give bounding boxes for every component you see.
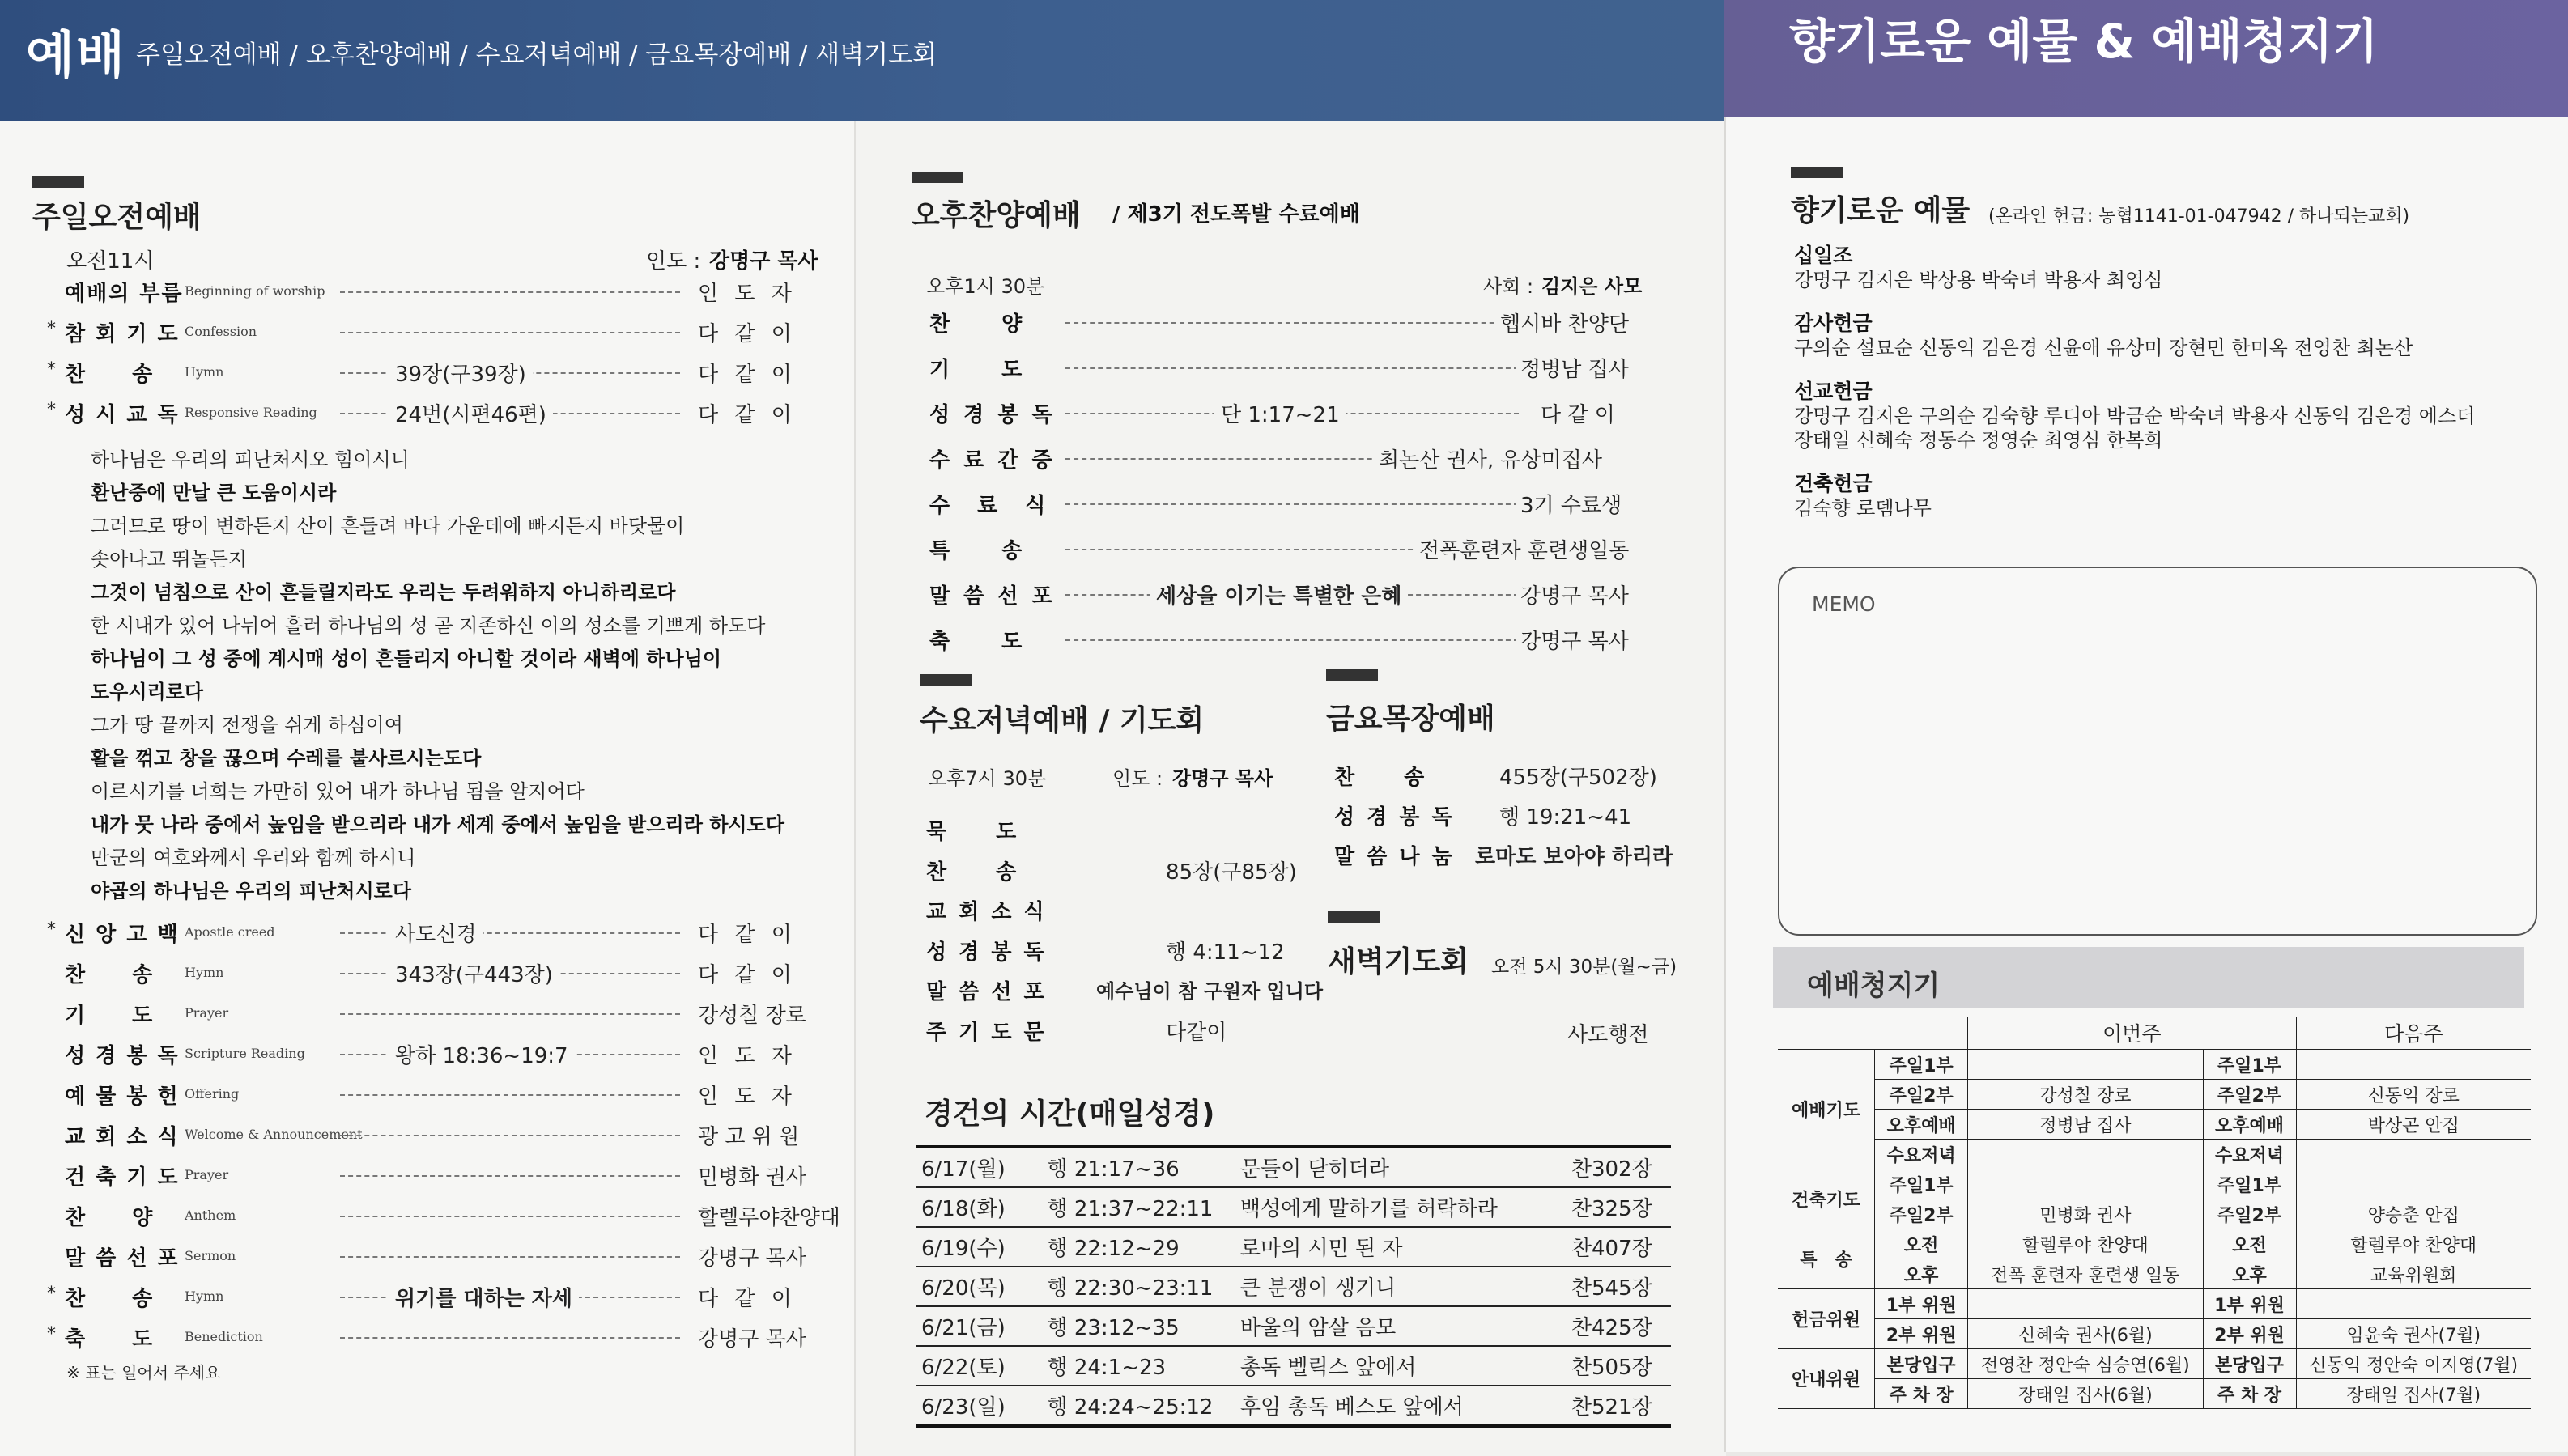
devotion-hymn: 찬521장 <box>1567 1386 1671 1426</box>
stewards-row <box>1778 1140 2531 1169</box>
steward-this-week: 전폭 훈련자 훈련생 일동 <box>1968 1259 2203 1289</box>
stewards-row <box>1778 1110 2531 1140</box>
steward-next-week: 교육위원회 <box>2296 1259 2531 1289</box>
order-item-label: 성 경 봉 독 <box>65 1044 180 1068</box>
order-item-english: Beginning of worship <box>185 283 325 299</box>
steward-slot-this-week: 주일1부 <box>1875 1050 1968 1080</box>
devotion-title: 백성에게 말하기를 허락하라 <box>1235 1187 1567 1227</box>
steward-slot-this-week: 오후 <box>1875 1259 1968 1289</box>
afternoon-item-leader: 강명구 목사 <box>1516 579 1629 609</box>
stewards-header-row <box>1778 1017 2531 1050</box>
steward-slot-next-week: 본당입구 <box>2203 1349 2296 1379</box>
stewards-table <box>1778 1017 2531 1409</box>
wednesday-leader-label: 인도 : <box>1112 767 1163 790</box>
steward-next-week <box>2296 1169 2531 1199</box>
dawn-title: 새벽기도회 <box>1328 945 1469 978</box>
dawn-time: 오전 5시 30분(월~금) <box>1491 957 1677 978</box>
wednesday-item-value: 다같이 <box>1166 1020 1227 1045</box>
steward-this-week <box>1968 1169 2203 1199</box>
dotted-leader <box>340 1337 680 1339</box>
devotion-ref: 행 24:1~23 <box>1042 1346 1235 1386</box>
wednesday-item-label: 주 기 도 문 <box>926 1020 1047 1045</box>
steward-slot-next-week: 주 차 장 <box>2203 1379 2296 1409</box>
responsive-reading-line: 만군의 여호와께서 우리와 함께 하시니 <box>91 847 416 869</box>
devotion-ref: 행 21:17~36 <box>1042 1147 1235 1187</box>
steward-next-week: 신동익 정안숙 이지영(7월) <box>2296 1349 2531 1379</box>
devotion-title: 문들이 닫히더라 <box>1235 1147 1567 1187</box>
section-marker <box>920 674 972 686</box>
steward-next-week: 할렐루야 찬양대 <box>2296 1229 2531 1259</box>
wednesday-leader: 강명구 목사 <box>1172 767 1273 790</box>
order-item-leader: 인 도 자 <box>698 1044 797 1068</box>
wednesday-title: 수요저녁예배 / 기도회 <box>920 704 1205 737</box>
devotion-row <box>916 1187 1671 1227</box>
devotion-ref: 행 22:30~23:11 <box>1042 1267 1235 1306</box>
memo-box[interactable] <box>1778 567 2537 936</box>
afternoon-item-leader: 정병남 집사 <box>1516 353 1629 383</box>
dotted-leader <box>340 332 680 333</box>
steward-slot-this-week: 1부 위원 <box>1875 1289 1968 1319</box>
steward-slot-next-week: 오후예배 <box>2203 1110 2296 1140</box>
order-item-leader: 다 같 이 <box>698 403 797 427</box>
devotion-row <box>916 1227 1671 1267</box>
steward-slot-this-week: 주일1부 <box>1875 1169 1968 1199</box>
steward-this-week: 할렐루야 찬양대 <box>1968 1229 2203 1259</box>
order-item-english: Responsive Reading <box>185 405 317 420</box>
offering-group-name: 선교헌금 <box>1794 380 1873 403</box>
steward-this-week: 장태일 집사(6월) <box>1968 1379 2203 1409</box>
worship-header-subtitle: 주일오전예배 / 오후찬양예배 / 수요저녁예배 / 금요목장예배 / 새벽기도회 <box>136 40 937 70</box>
responsive-reading-line: 야곱의 하나님은 우리의 피난처시로다 <box>91 880 412 902</box>
devotion-ref: 행 23:12~35 <box>1042 1306 1235 1346</box>
responsive-reading-line: 하나님은 우리의 피난처시오 힘이시니 <box>91 448 410 471</box>
afternoon-item-leader: 강명구 목사 <box>1516 625 1629 655</box>
steward-slot-this-week: 오전 <box>1875 1229 1968 1259</box>
friday-item-value: 로마도 보아야 하리라 <box>1475 845 1673 869</box>
afternoon-item-label: 수 료 식 <box>929 494 1049 518</box>
order-item-english: Hymn <box>185 965 224 980</box>
standing-star: * <box>47 919 56 940</box>
dotted-leader <box>340 1256 680 1258</box>
steward-slot-this-week: 본당입구 <box>1875 1349 1968 1379</box>
this-week-header: 이번주 <box>1968 1017 2296 1050</box>
dotted-leader <box>340 1135 680 1136</box>
stewards-row <box>1778 1379 2531 1409</box>
steward-category: 건축기도 <box>1778 1169 1875 1229</box>
devotion-row <box>916 1386 1671 1426</box>
order-item-leader: 강명구 목사 <box>698 1246 806 1271</box>
wednesday-item-value: 예수님이 참 구원자 입니다 <box>1096 980 1324 1003</box>
afternoon-item-label: 말 씀 선 포 <box>929 584 1056 609</box>
order-item-english: Hymn <box>185 364 224 380</box>
dawn-book: 사도행전 <box>1567 1023 1649 1047</box>
order-item-english: Apostle creed <box>185 924 275 940</box>
section-marker <box>1328 911 1380 923</box>
order-item-label: 신 앙 고 백 <box>65 923 180 947</box>
wednesday-item-label: 교 회 소 식 <box>926 900 1047 924</box>
afternoon-item-label: 수 료 간 증 <box>929 448 1056 473</box>
section-marker <box>32 176 84 188</box>
stewards-row <box>1778 1349 2531 1379</box>
stewards-row <box>1778 1080 2531 1110</box>
steward-this-week: 민병화 권사 <box>1968 1199 2203 1229</box>
responsive-reading-line: 도우시리로다 <box>91 681 204 703</box>
steward-this-week: 정병남 집사 <box>1968 1110 2203 1140</box>
order-item-label: 성 시 교 독 <box>65 403 180 427</box>
order-item-detail: 왕하 18:36~19:7 <box>389 1039 575 1069</box>
devotion-title: 로마의 시민 된 자 <box>1235 1227 1567 1267</box>
offering-group-name: 십일조 <box>1794 244 1853 267</box>
responsive-reading-line: 한 시내가 있어 나뉘어 흘러 하나님의 성 곧 지존하신 이의 성소를 기쁘게 하도다 <box>91 614 766 637</box>
devotion-date: 6/19(수) <box>916 1227 1042 1267</box>
steward-this-week <box>1968 1050 2203 1080</box>
steward-this-week <box>1968 1289 2203 1319</box>
responsive-reading-line: 그러므로 땅이 변하든지 산이 흔들려 바다 가운데에 빠지든지 바닷물이 <box>91 515 685 537</box>
dotted-leader <box>340 1094 680 1096</box>
devotion-title: 바울의 암살 음모 <box>1235 1306 1567 1346</box>
devotion-ref: 행 22:12~29 <box>1042 1227 1235 1267</box>
responsive-reading-line: 하나님이 그 성 중에 계시매 성이 흔들리지 아니할 것이라 새벽에 하나님이 <box>91 647 722 670</box>
wednesday-item-label: 성 경 봉 독 <box>926 940 1047 965</box>
afternoon-time: 오후1시 30분 <box>926 275 1045 298</box>
offering-account: (온라인 헌금: 농협1141-01-047942 / 하나되는교회) <box>1988 206 2410 227</box>
devotion-hymn: 찬407장 <box>1567 1227 1671 1267</box>
steward-next-week: 장태일 집사(7월) <box>2296 1379 2531 1409</box>
offering-group-names: 강명구 김지은 구의순 김숙향 루디아 박금순 박숙녀 박용자 신동익 김은경 에스더 <box>1794 405 2476 427</box>
section-marker <box>1791 167 1843 178</box>
steward-this-week <box>1968 1140 2203 1169</box>
order-item-leader: 다 같 이 <box>698 322 797 346</box>
sunday-morning-leader-label: 인도 : <box>646 249 701 274</box>
order-item-english: Offering <box>185 1086 240 1102</box>
devotion-table <box>916 1145 1671 1428</box>
stewards-row <box>1778 1319 2531 1349</box>
order-item-label: 예배의 부름 <box>65 282 184 306</box>
dotted-leader <box>1065 367 1519 369</box>
steward-slot-next-week: 수요저녁 <box>2203 1140 2296 1169</box>
standing-star: * <box>47 359 56 380</box>
steward-this-week: 강성칠 장로 <box>1968 1080 2203 1110</box>
dotted-leader <box>340 1013 680 1015</box>
memo-label: MEMO <box>1812 592 1876 616</box>
order-item-english: Welcome & Announcement <box>185 1127 363 1142</box>
wednesday-item-label: 찬 송 <box>926 860 1019 885</box>
afternoon-subtitle: / 제3기 전도폭발 수료예배 <box>1112 202 1360 227</box>
order-item-label: 찬 송 <box>65 363 155 387</box>
steward-slot-this-week: 수요저녁 <box>1875 1140 1968 1169</box>
steward-slot-next-week: 주일2부 <box>2203 1080 2296 1110</box>
order-item-leader: 다 같 이 <box>698 963 797 987</box>
order-item-english: Prayer <box>185 1005 229 1021</box>
offering-header-band <box>1724 0 2568 117</box>
order-item-leader: 할렐루야찬양대 <box>698 1206 840 1230</box>
steward-slot-next-week: 오후 <box>2203 1259 2296 1289</box>
steward-slot-next-week: 오전 <box>2203 1229 2296 1259</box>
wednesday-item-label: 묵 도 <box>926 820 1019 844</box>
order-item-label: 찬 양 <box>65 1206 155 1230</box>
devotion-title: 큰 분쟁이 생기니 <box>1235 1267 1567 1306</box>
responsive-reading-line: 이르시기를 너희는 가만히 있어 내가 하나님 됨을 알지어다 <box>91 780 585 803</box>
steward-next-week: 임윤숙 권사(7월) <box>2296 1319 2531 1349</box>
stewards-row <box>1778 1199 2531 1229</box>
stewards-row <box>1778 1050 2531 1080</box>
steward-slot-next-week: 1부 위원 <box>2203 1289 2296 1319</box>
order-item-label: 기 도 <box>65 1004 155 1028</box>
devotion-date: 6/22(토) <box>916 1346 1042 1386</box>
devotion-title: 후임 총독 베스도 앞에서 <box>1235 1386 1567 1426</box>
responsive-reading-line: 환난중에 만날 큰 도움이시라 <box>91 482 337 504</box>
section-marker <box>1326 669 1378 681</box>
order-item-label: 교 회 소 식 <box>65 1125 180 1149</box>
order-item-english: Sermon <box>185 1248 236 1263</box>
afternoon-item-leader: 헵시바 찬양단 <box>1495 308 1629 337</box>
offering-group-name: 감사헌금 <box>1794 312 1873 335</box>
afternoon-item-label: 찬 양 <box>929 312 1026 337</box>
steward-next-week: 신동익 장로 <box>2296 1080 2531 1110</box>
order-item-english: Confession <box>185 324 257 339</box>
steward-this-week: 신혜숙 권사(6월) <box>1968 1319 2203 1349</box>
steward-next-week <box>2296 1050 2531 1080</box>
friday-title: 금요목장예배 <box>1326 703 1495 736</box>
afternoon-item-label: 특 송 <box>929 539 1026 563</box>
steward-slot-this-week: 주 차 장 <box>1875 1379 1968 1409</box>
steward-slot-next-week: 2부 위원 <box>2203 1319 2296 1349</box>
order-item-leader: 다 같 이 <box>698 1287 797 1311</box>
devotion-date: 6/23(일) <box>916 1386 1042 1426</box>
devotion-row <box>916 1147 1671 1187</box>
order-item-detail: 위기를 대하는 자세 <box>389 1282 579 1312</box>
standing-star: * <box>47 1284 56 1304</box>
afternoon-item-label: 성 경 봉 독 <box>929 403 1056 427</box>
devotion-hymn: 찬325장 <box>1567 1187 1671 1227</box>
order-item-label: 건 축 기 도 <box>65 1165 180 1190</box>
order-item-leader: 광 고 위 원 <box>698 1125 800 1149</box>
afternoon-title: 오후찬양예배 <box>912 199 1081 232</box>
afternoon-item-leader: 최논산 권사, 유상미집사 <box>1374 444 1602 473</box>
steward-category: 예배기도 <box>1778 1050 1875 1169</box>
wednesday-time: 오후7시 30분 <box>928 767 1047 790</box>
offering-title: 향기로운 예물 <box>1791 194 1971 227</box>
order-item-leader: 다 같 이 <box>698 923 797 947</box>
order-item-english: Anthem <box>185 1208 236 1223</box>
order-item-detail: 24번(시편46편) <box>389 398 553 428</box>
devotion-hymn: 찬545장 <box>1567 1267 1671 1306</box>
steward-next-week: 박상곤 안집 <box>2296 1110 2531 1140</box>
steward-slot-next-week: 주일1부 <box>2203 1169 2296 1199</box>
offering-group-names: 김숙향 로뎀나무 <box>1794 497 1932 520</box>
steward-slot-this-week: 2부 위원 <box>1875 1319 1968 1349</box>
steward-slot-next-week: 주일1부 <box>2203 1050 2296 1080</box>
responsive-reading-line: 그가 땅 끝까지 전쟁을 쉬게 하심이여 <box>91 714 403 736</box>
section-marker <box>912 172 963 183</box>
sunday-morning-title: 주일오전예배 <box>32 201 202 234</box>
sunday-morning-time: 오전11시 <box>66 249 155 274</box>
stewards-corner <box>1778 1017 1968 1050</box>
order-item-detail: 343장(구443장) <box>389 958 559 988</box>
devotion-hymn: 찬302장 <box>1567 1147 1671 1187</box>
afternoon-item-detail: 세상을 이기는 특별한 은혜 <box>1150 579 1408 609</box>
wednesday-item-value: 행 4:11~12 <box>1166 940 1285 965</box>
order-item-label: 말 씀 선 포 <box>65 1246 180 1271</box>
steward-slot-this-week: 주일2부 <box>1875 1199 1968 1229</box>
steward-category: 안내위원 <box>1778 1349 1875 1409</box>
offering-group-names: 강명구 김지은 박상용 박숙녀 박용자 최영심 <box>1794 269 2163 291</box>
order-item-label: 찬 송 <box>65 1287 155 1311</box>
afternoon-item-leader: 전폭훈련자 훈련생일동 <box>1414 534 1629 564</box>
steward-slot-this-week: 주일2부 <box>1875 1080 1968 1110</box>
devotion-date: 6/21(금) <box>916 1306 1042 1346</box>
offering-header-title: 향기로운 예물 & 예배청지기 <box>1789 14 2379 69</box>
offering-group-names: 구의순 설묘순 신동익 김은경 신윤애 유상미 장현민 한미옥 전영찬 최논산 <box>1794 337 2413 359</box>
order-item-detail: 사도신경 <box>389 918 483 948</box>
dotted-leader <box>1065 639 1519 641</box>
dotted-leader <box>1065 503 1519 505</box>
worship-header-title: 예배 <box>26 25 126 84</box>
responsive-reading-line: 활을 꺾고 창을 끊으며 수레를 불사르시는도다 <box>91 747 482 770</box>
order-item-leader: 다 같 이 <box>698 363 797 387</box>
devotion-ref: 행 24:24~25:12 <box>1042 1386 1235 1426</box>
order-item-english: Hymn <box>185 1288 224 1304</box>
responsive-reading-line: 내가 뭇 나라 중에서 높임을 받으리라 내가 세계 중에서 높임을 받으리라 하시도다 <box>91 813 784 836</box>
standing-star: * <box>47 1324 56 1344</box>
order-item-leader: 강명구 목사 <box>698 1327 806 1352</box>
devotion-row <box>916 1267 1671 1306</box>
devotion-row <box>916 1346 1671 1386</box>
sunday-morning-leader: 강명구 목사 <box>709 249 818 274</box>
steward-next-week: 양승춘 안집 <box>2296 1199 2531 1229</box>
standing-star: * <box>47 319 56 339</box>
steward-this-week: 전영찬 정안숙 심승연(6월) <box>1968 1349 2203 1379</box>
stewards-row <box>1778 1289 2531 1319</box>
afternoon-item-detail: 단 1:17~21 <box>1214 398 1346 428</box>
stewards-row <box>1778 1259 2531 1289</box>
stewards-title: 예배청지기 <box>1807 970 1941 1002</box>
stewards-row <box>1778 1229 2531 1259</box>
devotion-ref: 행 21:37~22:11 <box>1042 1187 1235 1227</box>
order-item-label: 예 물 봉 헌 <box>65 1085 180 1109</box>
afternoon-item-leader: 다 같 이 <box>1536 398 1615 428</box>
afternoon-item-leader: 3기 수료생 <box>1516 489 1622 519</box>
dotted-leader <box>340 1175 680 1177</box>
stewards-header <box>1773 947 2524 1008</box>
responsive-reading-line: 솟아나고 뛰놀든지 <box>91 548 248 571</box>
wednesday-item-label: 말 씀 선 포 <box>926 980 1047 1004</box>
stewards-table-head <box>1778 1017 2531 1050</box>
friday-item-value: 455장(구502장) <box>1499 766 1657 790</box>
wednesday-item-value: 85장(구85장) <box>1166 860 1297 885</box>
next-week-header: 다음주 <box>2296 1017 2531 1050</box>
order-item-detail: 39장(구39장) <box>389 358 533 388</box>
afternoon-item-label: 축 도 <box>929 630 1026 654</box>
order-item-leader: 인 도 자 <box>698 1085 797 1109</box>
standing-note: ※ 표는 일어서 주세요 <box>66 1363 221 1382</box>
devotion-date: 6/20(목) <box>916 1267 1042 1306</box>
devotion-date: 6/18(화) <box>916 1187 1042 1227</box>
worship-header-band <box>0 0 1724 121</box>
offering-group-name: 건축헌금 <box>1794 472 1873 495</box>
devotion-hymn: 찬505장 <box>1567 1346 1671 1386</box>
afternoon-leader-label: 사회 : <box>1483 275 1534 298</box>
order-item-english: Benediction <box>185 1329 263 1344</box>
offering-group-names: 장태일 신혜숙 정동수 정영순 최영심 한복희 <box>1794 429 2163 452</box>
friday-item-value: 행 19:21~41 <box>1499 805 1632 830</box>
order-item-english: Prayer <box>185 1167 229 1182</box>
steward-category: 헌금위원 <box>1778 1289 1875 1349</box>
order-item-label: 참 회 기 도 <box>65 322 180 346</box>
order-item-label: 축 도 <box>65 1327 155 1352</box>
friday-item-label: 성 경 봉 독 <box>1334 805 1455 830</box>
steward-next-week <box>2296 1289 2531 1319</box>
order-item-label: 찬 송 <box>65 963 155 987</box>
devotion-title: 총독 벨릭스 앞에서 <box>1235 1346 1567 1386</box>
order-item-leader: 민병화 권사 <box>698 1165 806 1190</box>
friday-item-label: 말 씀 나 눔 <box>1334 845 1455 869</box>
steward-slot-this-week: 오후예배 <box>1875 1110 1968 1140</box>
order-item-leader: 강성칠 장로 <box>698 1004 806 1028</box>
dotted-leader <box>340 1216 680 1217</box>
afternoon-leader: 김지은 사모 <box>1541 275 1643 298</box>
afternoon-item-label: 기 도 <box>929 358 1026 382</box>
devotion-title: 경건의 시간(매일성경) <box>925 1097 1215 1131</box>
devotion-hymn: 찬425장 <box>1567 1306 1671 1346</box>
friday-item-label: 찬 송 <box>1334 766 1427 790</box>
order-item-leader: 인 도 자 <box>698 282 797 306</box>
steward-next-week <box>2296 1140 2531 1169</box>
devotion-row <box>916 1306 1671 1346</box>
steward-category: 특 송 <box>1778 1229 1875 1289</box>
stewards-table-body <box>1778 1050 2531 1409</box>
dotted-leader <box>1065 322 1519 324</box>
dotted-leader <box>340 291 680 293</box>
responsive-reading-line: 그것이 넘침으로 산이 흔들릴지라도 우리는 두려워하지 아니하리로다 <box>91 581 676 604</box>
devotion-date: 6/17(월) <box>916 1147 1042 1187</box>
order-item-english: Scripture Reading <box>185 1046 305 1061</box>
steward-slot-next-week: 주일2부 <box>2203 1199 2296 1229</box>
stewards-row <box>1778 1169 2531 1199</box>
standing-star: * <box>47 400 56 420</box>
